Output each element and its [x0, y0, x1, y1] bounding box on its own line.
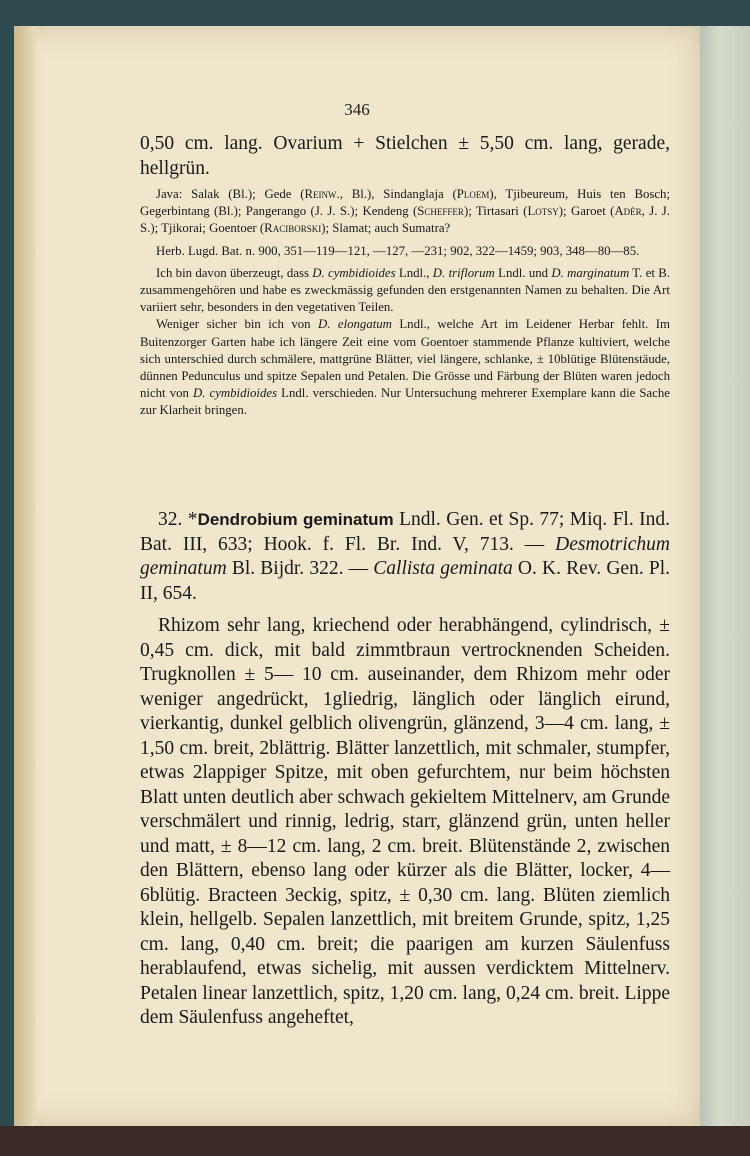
species-entry: [140, 508, 670, 1031]
note-paragraph-1: Ich bin davon überzeugt, dass D. cymbidioides Lndl., D. triflorum Lndl. und D. marginatum T. et B. zusammengehören und habe es zweckmässig gefunden den erstgenannten Namen zu behalten. Die Art variiert sehr, besonders in den vegetativen Teilen.: [140, 265, 670, 315]
localities-paragraph: Java: Salak (Bl.); Gede (Reinw., Bl.), Sindanglaja (Ploem), Tjibeureum, Huis ten Bosch; Gegerbintang (Bl.); Pangerango (J. J. S.); Kendeng (Scheffer); Tirtasari (Lotsy); Garoet (Adèr, J. J. S.); Tjikorai; Goentoer (Raciborski); Slamat; auch Sumatra?: [140, 187, 671, 236]
species-name: Dendrobium geminatum: [197, 510, 394, 529]
book-cover-edge: [700, 26, 750, 1126]
page-gutter: [14, 26, 36, 1126]
herbarium-paragraph: Herb. Lugd. Bat. n. 900, 351—119—121, —127, —231; 902, 322—1459; 903, 348—80—85.: [156, 243, 640, 258]
species-description: Rhizom sehr lang, kriechend oder herabhängend, cylindrisch, ± 0,45 cm. dick, mit bald zimmtbraun vertrocknenden Scheiden. Trugknollen ± 5— 10 cm. auseinander, dem Rhizom mehr oder weniger angedrückt, 1gliedrig, länglich oder länglich eirund, vierkantig, dunkel gelblich olivengrün, glänzend, 3—4 cm. lang, ± 1,50 cm. breit, 2blättrig. Blätter lanzettlich, mit schmaler, stumpfer, etwas 2lappiger Spitze, mit oben gefurchtem, nur beim höchsten Blatt unten deutlich aber schwach gekieltem Mittelnerv, am Grunde verschmälert und rinnig, ledrig, starr, glänzend grün, unten heller und matt, ± 8—12 cm. lang, 2 cm. breit. Blütenstände 2, zwischen den Blättern, ebenso lang oder kürzer als die Blätter, locker, 4—6blütig. Bracteen 3eckig, spitz, ± 0,30 cm. lang. Blüten ziemlich klein, hellgelb. Sepalen lanzettlich, mit breitem Grunde, spitz, 1,25 cm. lang, 0,40 cm. breit; die paarigen am kurzen Säulenfuss herablaufend, etwas sichelig, mit aussen verdicktem Mittelnerv. Petalen linear lanzettlich, spitz, 1,20 cm. lang, 0,24 cm. breit. Lippe dem Säulenfuss angeheftet,: [140, 615, 670, 1028]
note-paragraph-2: Weniger sicher bin ich von D. elongatum Lndl., welche Art im Leidener Herbar fehlt. Im Buitenzorger Garten habe ich längere Zeit eine vom Goentoer stammende Pflanze kultiviert, welche sich unterschied durch schmälere, mattgrüne Blätter, viel längere, schlanke, ± 10blütige Blütenstäude, dünnen Pedunculus und spitze Sepalen und Petalen. Die Grösse und Färbung der Blüten waren jedoch nicht von D. cymbidioides Lndl. verschieden. Nur Untersuchung mehrerer Exemplare kann die Sache zur Klarheit bringen.: [140, 317, 671, 418]
scan-top-edge: [0, 0, 750, 26]
continuation-text: 0,50 cm. lang. Ovarium + Stielchen ± 5,50 cm. lang, gerade, hellgrün.: [140, 133, 670, 179]
scan-bottom-edge: [0, 1126, 750, 1156]
continuation-paragraph: [140, 132, 670, 181]
page-number: 346: [344, 100, 370, 119]
species-heading: 32. *Dendrobium geminatum Lndl. Gen. et Sp. 77; Miq. Fl. Ind. Bat. III, 633; Hook. f. Fl. Br. Ind. V, 713. — Desmotrichum geminatum Bl. Bijdr. 322. — Callista geminata O. K. Rev. Gen. Pl. II, 654.: [140, 509, 671, 604]
small-notes-block: [140, 186, 670, 420]
